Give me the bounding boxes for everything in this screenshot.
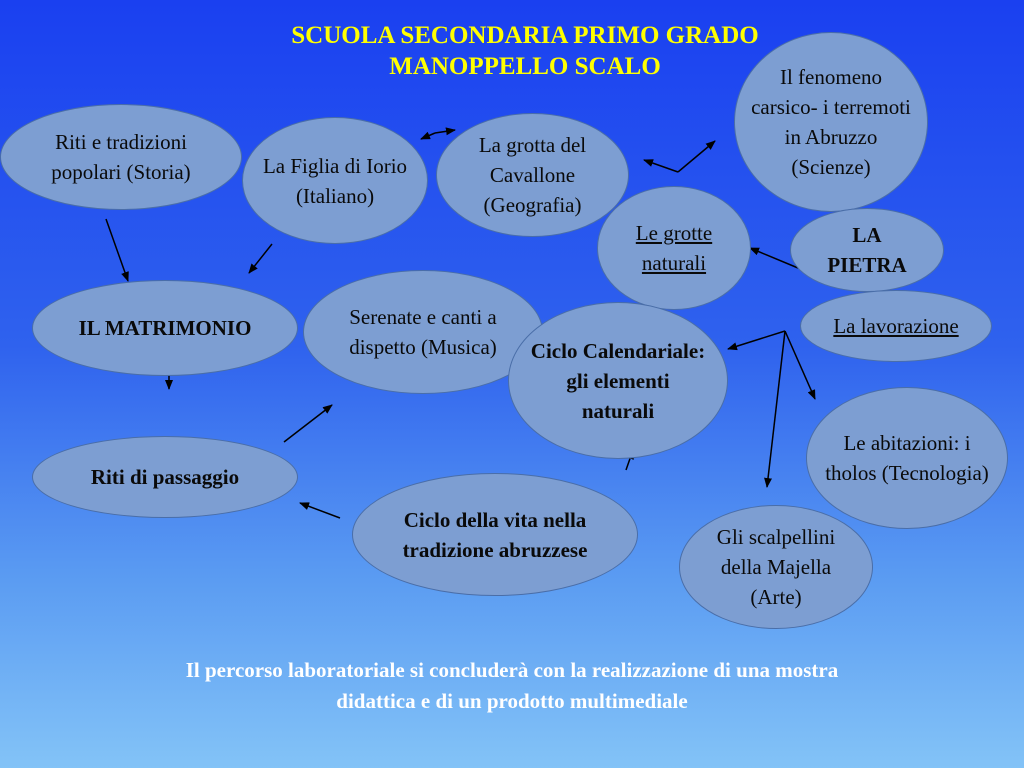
node-fenomeno-carsico	[734, 32, 928, 212]
node-la-pietra-label: LA PIETRA	[827, 223, 907, 277]
node-ciclo-vita-label: Ciclo della vita nella tradizione abruzzese	[402, 507, 588, 562]
arrow-vertex-to-grotta	[644, 160, 678, 172]
node-abitazioni-label: Le abitazioni: i tholos (Tecnologia)	[825, 431, 989, 485]
node-grotte-naturali[interactable]	[597, 186, 751, 310]
arrow-hub-to-ciclo	[728, 331, 785, 349]
node-grotta-cavallone-label: La grotta del Cavallone (Geografia)	[478, 133, 587, 217]
arrow-figlia-grotta-right	[435, 130, 455, 133]
node-figlia-iorio	[242, 117, 428, 244]
node-matrimonio	[32, 280, 298, 376]
arrow-figlia-to-matrimonio	[249, 244, 272, 273]
node-serenate-label: Serenate e canti a dispetto (Musica)	[349, 305, 497, 359]
arrow-vertex-to-fenomeno	[678, 141, 715, 172]
footer-note	[40, 655, 984, 717]
footer-line-1: Il percorso laboratoriale si concluderà con la realizzazione di una mostra	[185, 658, 839, 682]
node-riti-passaggio-label: Riti di passaggio	[90, 465, 240, 489]
arrow-riti-to-matrimonio	[106, 219, 128, 281]
node-ciclo-vita	[352, 473, 638, 596]
node-la-pietra	[790, 208, 944, 292]
node-grotte-naturali-link[interactable]: Le grotte naturali	[635, 221, 713, 275]
arrow-hub-to-scalpellini	[767, 331, 785, 487]
node-riti-passaggio	[32, 436, 298, 518]
node-ciclo-calendariale-label: Ciclo Calendariale: gli elementi naturali	[530, 338, 706, 423]
arrow-vita-to-passaggio	[300, 503, 340, 518]
node-figlia-iorio-label: La Figlia di Iorio (Italiano)	[262, 153, 408, 208]
node-serenate	[303, 270, 543, 394]
node-riti-tradizioni-label: Riti e tradizioni popolari (Storia)	[51, 130, 191, 184]
node-scalpellini	[679, 505, 873, 629]
node-scalpellini-label: Gli scalpellini della Majella (Arte)	[716, 525, 836, 609]
node-matrimonio-label: IL MATRIMONIO	[78, 316, 252, 340]
node-grotta-cavallone	[436, 113, 629, 237]
title-line-1: SCUOLA SECONDARIA PRIMO GRADO	[291, 22, 759, 49]
node-ciclo-calendariale	[508, 302, 728, 459]
node-lavorazione[interactable]	[800, 290, 992, 362]
node-riti-tradizioni	[0, 104, 242, 210]
node-abitazioni	[806, 387, 1008, 529]
title-line-2: MANOPPELLO SCALO	[389, 53, 661, 80]
footer-line-2: didattica e di un prodotto multimediale	[336, 689, 688, 713]
arrow-passaggio-to-serenate	[284, 405, 332, 442]
node-fenomeno-carsico-label: Il fenomeno carsico- i terremoti in Abruzzo (Scienze)	[751, 65, 911, 179]
node-lavorazione-link[interactable]: La lavorazione	[833, 314, 959, 338]
arrow-figlia-grotta-left	[421, 133, 435, 139]
